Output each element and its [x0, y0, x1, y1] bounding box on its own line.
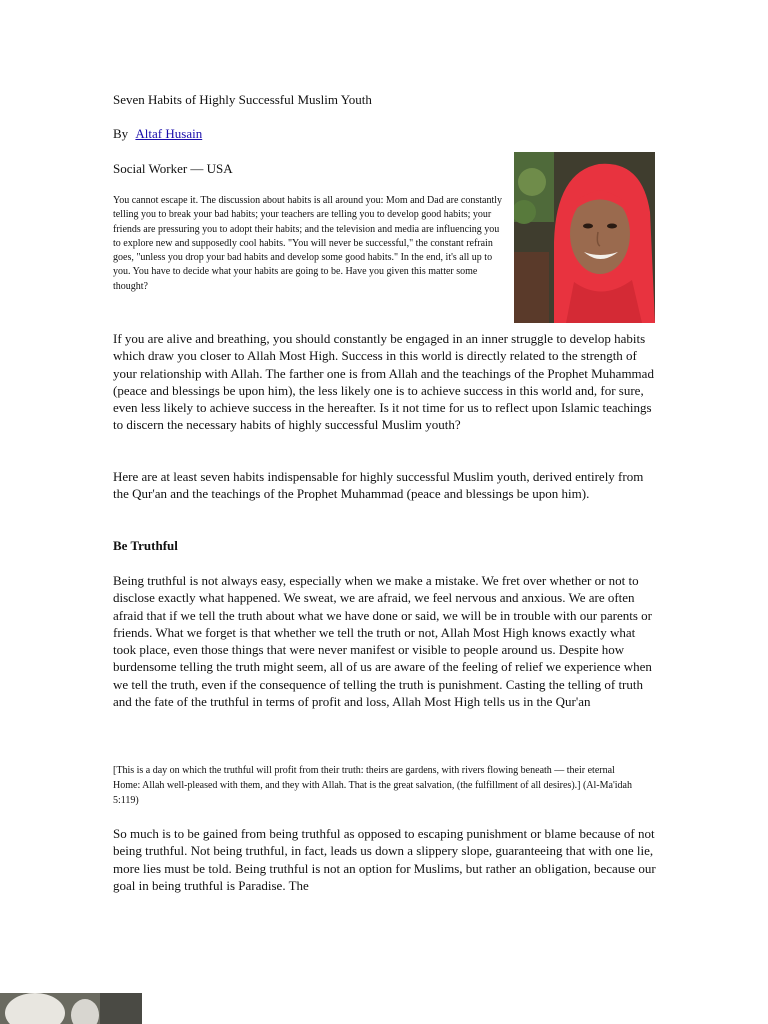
bottom-image-thumbnail [0, 993, 142, 1024]
author-link[interactable]: Altaf Husain [135, 126, 203, 141]
author-role: Social Worker — USA [113, 161, 233, 176]
author-photo [514, 152, 655, 323]
byline [113, 126, 202, 142]
body-paragraph-2: Here are at least seven habits indispensable for highly successful Muslim youth, derived entirely from the Qur'an and the teachings of the Prophet Muhammad (peace and blessings be upon him). [113, 469, 644, 502]
section-heading: Be Truthful [113, 538, 178, 553]
article-title: Seven Habits of Highly Successful Muslim Youth [113, 92, 372, 107]
intro-paragraph: You cannot escape it. The discussion about habits is all around you: Mom and Dad are constantly telling you to break your bad habits; your teachers are telling you to develop good habits; your friends are pressuring you to adopt their habits; and the television and media are influencing you to explore new and supposedly cool habits. "You will never be successful," the constant refrain goes, "unless you drop your bad habits and develop some good habits." In the end, it's all up to you. You have to decide what your habits are going to be. Have you given this matter some thought? [113, 195, 503, 292]
body-paragraph-1: If you are alive and breathing, you should constantly be engaged in an inner struggle to develop habits which draw you closer to Allah Most High. Success in this world is directly related to the strength of your relationship with Allah. The farther one is from Allah and the teachings of the Prophet Muhammad (peace and blessings be upon him), the less likely one is to achieve success in this world and, for sure, even less likely to achieve success in the hereafter. Is it not time for us to reflect upon Islamic teachings to discern the necessary habits of highly successful Muslim youth? [113, 331, 654, 433]
section-paragraph: Being truthful is not always easy, especially when we make a mistake. We fret over whether or not to disclose exactly what happened. We sweat, we are afraid, we feel nervous and anxious. We are often afraid that if we tell the truth about what we have done or said, we will be in trouble with our parents or friends. What we forget is that whether we tell the truth or not, Allah Most High knows exactly what took place, even those things that were never manifest or visible to people around us. Despite how burdensome telling the truth might seem, all of us are aware of the feeling of relief we experience when we tell the truth, even if the consequence of telling the truth is punishment. Casting the telling of truth and the fate of the truthful in terms of profit and loss, Allah Most High tells us in the Qur'an [113, 573, 652, 710]
closing-paragraph: So much is to be gained from being truthful as opposed to escaping punishment or blame because of not being truthful. Not being truthful, in fact, leads us down a slippery slope, guaranteeing that with one lie, more lies must be told. Being truthful is not an option for Muslims, but rather an obligation, because our goal in being truthful is Paradise. The [113, 826, 656, 893]
by-label: By [113, 126, 129, 141]
quran-quote: [This is a day on which the truthful will profit from their truth: theirs are gardens, with rivers flowing beneath — their eternal Home: Allah well-pleased with them, and they with Allah. That is the great salvation, (the fulfillment of all desires).] (Al-Ma'idah 5:119) [113, 765, 632, 806]
